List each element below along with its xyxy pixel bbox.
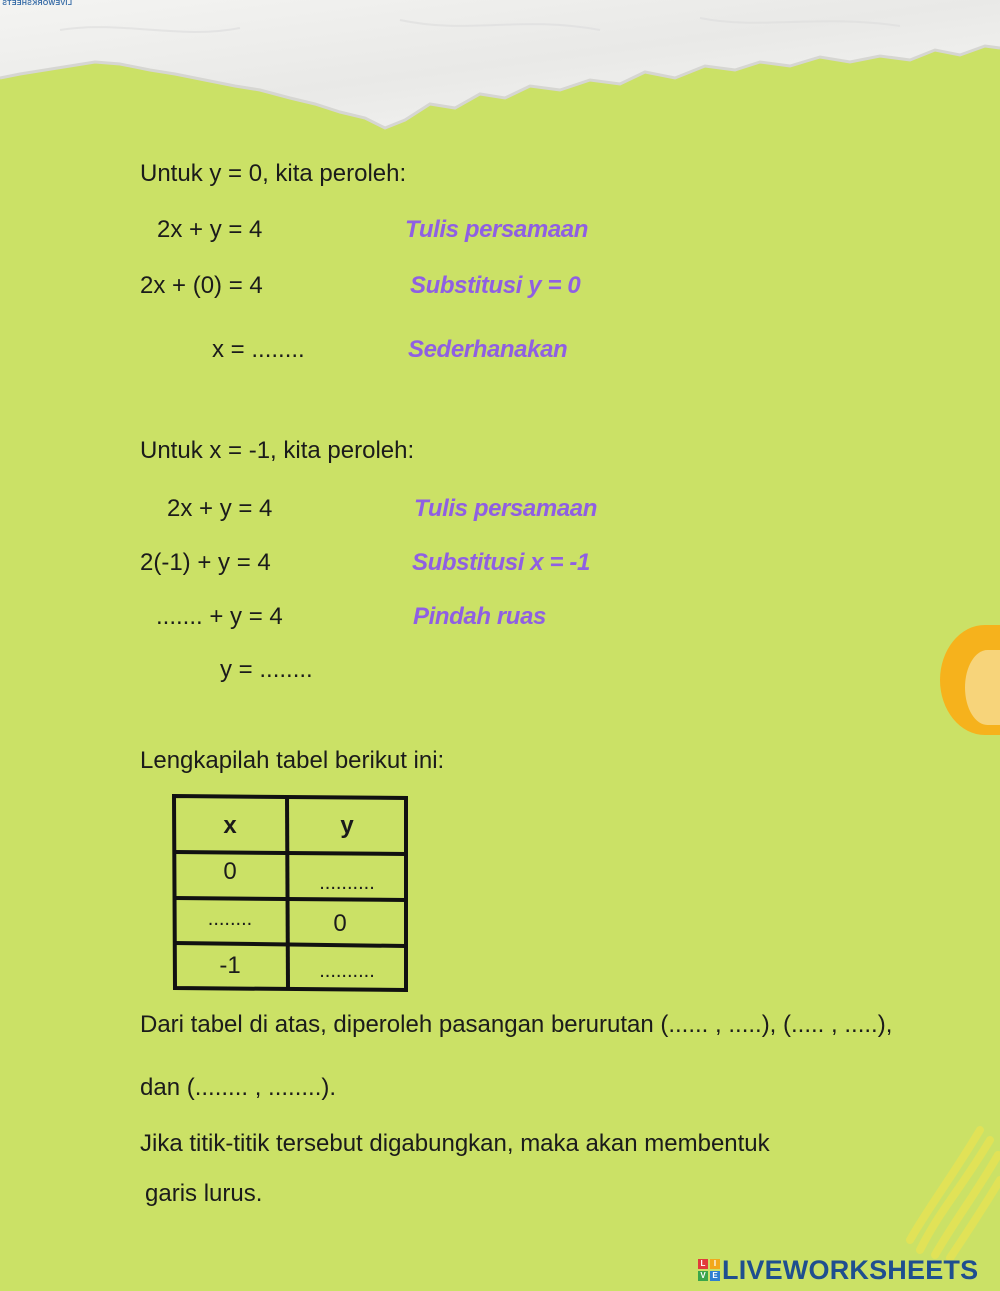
conclusion-line-3: Jika titik-titik tersebut digabungkan, maka akan membentuk bbox=[140, 1130, 770, 1157]
section1-intro: Untuk y = 0, kita peroleh: bbox=[140, 160, 407, 187]
logo-text: LIVEWORKSHEETS bbox=[722, 1254, 979, 1285]
section1-hint-3: Sederhanakan bbox=[408, 336, 568, 363]
watermark-text: LIVEWORKSHEETS bbox=[2, 0, 72, 7]
logo-letter-e: E bbox=[710, 1271, 720, 1281]
logo-letter-i: I bbox=[710, 1259, 720, 1269]
section1-hint-1: Tulis persamaan bbox=[405, 216, 588, 243]
section2-equation-2: 2(-1) + y = 4 bbox=[140, 549, 271, 576]
section2-intro: Untuk x = -1, kita peroleh: bbox=[140, 437, 415, 464]
section2-equation-1: 2x + y = 4 bbox=[167, 495, 273, 522]
section1-equation-3: x = ........ bbox=[212, 336, 305, 363]
table-cell-r2-y: 0 bbox=[333, 910, 347, 937]
table-cell-r1-x: 0 bbox=[223, 858, 237, 885]
table-header-y: y bbox=[340, 812, 354, 839]
section2-equation-4: y = ........ bbox=[220, 656, 313, 683]
section1-equation-2: 2x + (0) = 4 bbox=[140, 272, 263, 299]
logo-letter-l: L bbox=[698, 1259, 708, 1269]
section2-equation-3: ....... + y = 4 bbox=[156, 603, 283, 630]
logo-mark-icon bbox=[698, 1259, 720, 1281]
conclusion-line-1: Dari tabel di atas, diperoleh pasangan berurutan (...... , .....), (..... , .....), bbox=[140, 1011, 893, 1038]
decorative-chalk-scribble bbox=[890, 1110, 1000, 1260]
logo-letter-v: V bbox=[698, 1271, 708, 1281]
torn-paper-header bbox=[0, 0, 1000, 140]
section1-equation-1: 2x + y = 4 bbox=[157, 216, 263, 243]
section2-hint-1: Tulis persamaan bbox=[414, 495, 597, 522]
section2-hint-2: Substitusi x = -1 bbox=[412, 549, 590, 576]
liveworksheets-logo bbox=[698, 1255, 978, 1285]
conclusion-line-2: dan (........ , ........). bbox=[140, 1074, 337, 1101]
table-intro: Lengkapilah tabel berikut ini: bbox=[140, 747, 445, 774]
conclusion-line-4: garis lurus. bbox=[145, 1180, 263, 1207]
table-cell-r2-x[interactable]: ........ bbox=[207, 908, 253, 930]
table-header-x: x bbox=[223, 812, 237, 839]
table-cell-r3-x: -1 bbox=[219, 952, 241, 979]
section1-hint-2: Substitusi y = 0 bbox=[410, 272, 581, 299]
section2-hint-3: Pindah ruas bbox=[413, 603, 546, 630]
table-cell-r3-y[interactable]: .......... bbox=[319, 960, 375, 982]
table-cell-r1-y[interactable]: .......... bbox=[319, 872, 375, 894]
